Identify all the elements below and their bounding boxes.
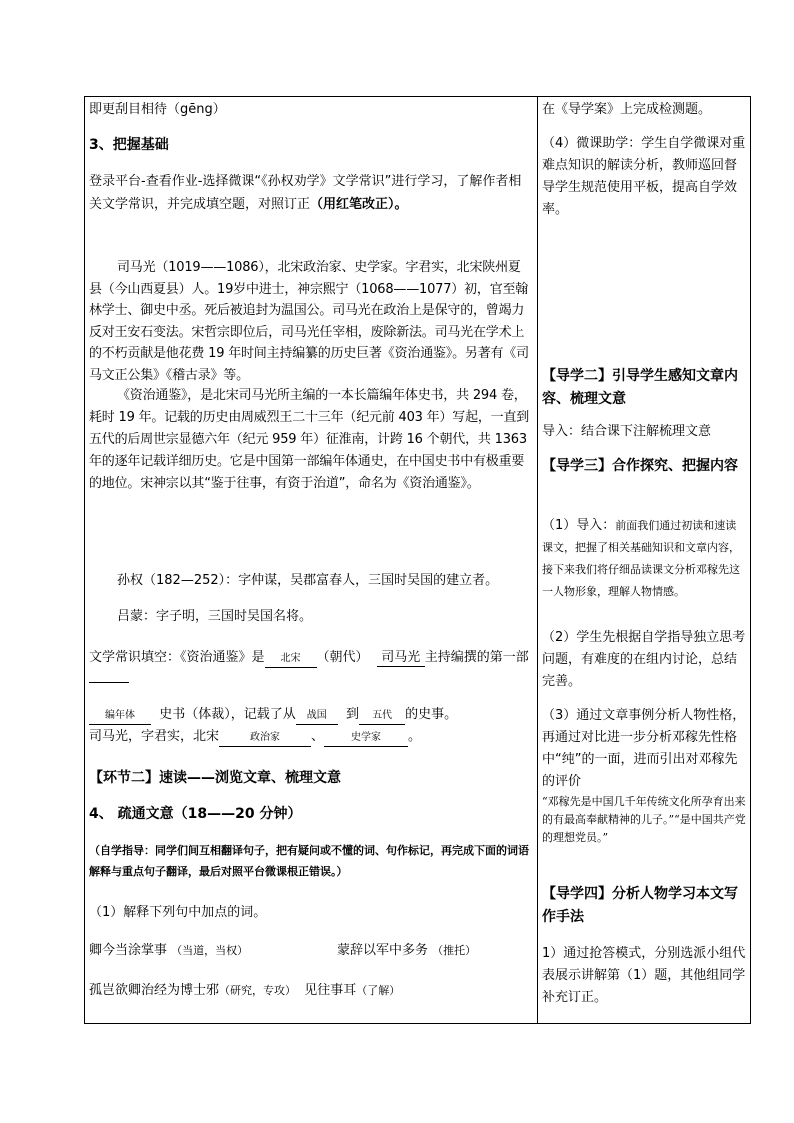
right-column: [542, 97, 746, 1023]
fill-answer-role2: 史学家: [324, 730, 408, 747]
phrase-1: 卿今当涂掌事: [89, 943, 168, 958]
self-study-guide: （自学指导：同学们间互相翻译句子，把有疑问或不懂的词、句作标记，再完成下面的词语解释与重点句子翻译，最后对照平台微课根正错误。）: [89, 844, 529, 878]
task-text: 登录平台-查看作业-选择微课“《孙权劝学》文学常识”进行学习，了解作者相关文学常识，并完成填空题，对照订正: [89, 174, 522, 212]
detection-task: 在《导学案》上完成检测题。: [542, 102, 712, 117]
answer-2: （推托）: [432, 944, 477, 957]
left-column: [89, 97, 532, 1023]
micro-lesson-label: （4）微课助学：: [542, 136, 642, 151]
fill-in-question-1: 文学常识填空：《资治通鉴》是 北宋 （朝代） 司马光 主持编撰的第一部: [89, 647, 532, 691]
word-explain-row2: [89, 981, 532, 1001]
intro-line: 即更刮目相待（gēng）: [89, 102, 226, 117]
fill-answer-end: 五代: [359, 708, 405, 725]
guide2-heading: 【导学二】引导学生感知文章内容、梳理文意: [542, 368, 738, 407]
phrase-3: 孤岂欲卿治经为博士邪: [89, 983, 220, 998]
guide4-step1: 1）通过抢答模式，分别选派小组代表展示讲解第（1）题，其他组同学补充订正。: [542, 946, 746, 1005]
answer-1: （当道，当权）: [171, 944, 249, 957]
lvmeng-bio: 吕蒙：字子明，三国时吴国名将。: [117, 609, 313, 624]
guide3-step1-label: （1）导入：: [542, 518, 616, 533]
fill-answer-dynasty: 北宋: [265, 651, 317, 668]
micro-lesson-text: 学生自学微课对重难点知识的解读分析，教师巡回督导学生规范使用平板，提高自学效率。: [542, 136, 746, 217]
guide3-quote: “邓稼先是中国几千年传统文化所孕育出来的有最高奉献精神的儿子。”“是中国共产党的理想党员。”: [542, 795, 746, 844]
answer-3: （研究，专攻）: [219, 984, 297, 997]
zizhi-tongjian-intro: 《资治通鉴》，是北宋司马光所主编的一本长篇编年体史书，共 294 卷，耗时 19 年。记载的历史由周威烈王二十三年（纪元前 403 年）写起，一直到五代的后周世宗显德六年（纪元 959 年）征淮南，计跨 16 个朝代，共 1363 年的逐年记载详细历史。它是中国第一部编年体通史，在中国史书中有极重要的地位。宋神宗以其“鉴于往事，有资于治道”，命名为《资治通鉴》。: [89, 388, 530, 491]
guide3-step2: （2）学生先根据自学指导独立思考问题，有难度的在组内讨论，总结完善。: [542, 630, 746, 689]
column-divider: [537, 97, 538, 1023]
guide4-heading: 【导学四】分析人物学习本文写作手法: [542, 886, 738, 925]
fill-answer-role1: 政治家: [219, 730, 311, 747]
fill-blank: [89, 682, 129, 683]
micro-lesson-step: [542, 133, 746, 221]
word-explain-row1: [89, 941, 532, 961]
fill-answer-start: 战国: [296, 708, 338, 725]
lesson-plan-table: [84, 96, 751, 1024]
guide3-step1-text: 前面我们通过初读和速读课文，把握了相关基础知识和文章内容，接下来我们将仔细品读课文分析邓稼先这一人物形象，理解人物情感。: [542, 519, 740, 598]
guide2-intro: 导入：结合课下注解梳理文意: [542, 424, 712, 439]
task-emphasis: （用红笔改正）。: [310, 197, 408, 212]
guide3-heading: 【导学三】合作探究、把握内容: [542, 458, 738, 474]
section3-heading: 3、把握基础: [89, 137, 169, 153]
link2-heading: 【环节二】速读——浏览文章、梳理文意: [89, 770, 341, 786]
simaguang-bio: 司马光（1019——1086），北宋政治家、史学家。字君实，北宋陕州夏县（今山西夏县）人。19岁中进士，神宗熙宁（1068——1077）初，官至翰林学士、御史中丞。死后被追封为温国公。司马光在政治上是保守的，曾竭力反对王安石变法。宋哲宗即位后，司马光任宰相，废除新法。司马光在学术上的不朽贡献是他花费 19 年时间主持编纂的历史巨著《资治通鉴》。另著有《司马文正公集》《稽古录》等。: [89, 260, 529, 383]
fill-answer-genre: 编年体: [89, 708, 151, 725]
sunquan-bio: 孙权（182—252）：字仲谋，吴郡富春人，三国时吴国的建立者。: [117, 573, 499, 588]
question1-prompt: （1）解释下列句中加点的词。: [89, 905, 267, 920]
phrase-2: 蒙辞以军中多务: [337, 943, 429, 958]
guide3-step3: （3）通过文章事例分析人物性格，再通过对比进一步分析邓稼先性格中“纯”的一面，进而引出对邓稼先的评价: [542, 708, 746, 789]
phrase-4: 见往事耳: [304, 983, 357, 998]
fill-answer-author: 司马光: [377, 650, 425, 667]
fill-in-question-2: 编年体 史书（体裁），记载了从 战国 到 五代 的史事。 司马光，字君实，北宋 政治家 、 史学家 。: [89, 704, 532, 748]
answer-4: （了解）: [356, 984, 401, 997]
section4-heading: 4、 疏通文意（18——20 分钟）: [89, 806, 302, 822]
section3-task: [89, 170, 532, 216]
guide3-step1: [542, 515, 746, 603]
